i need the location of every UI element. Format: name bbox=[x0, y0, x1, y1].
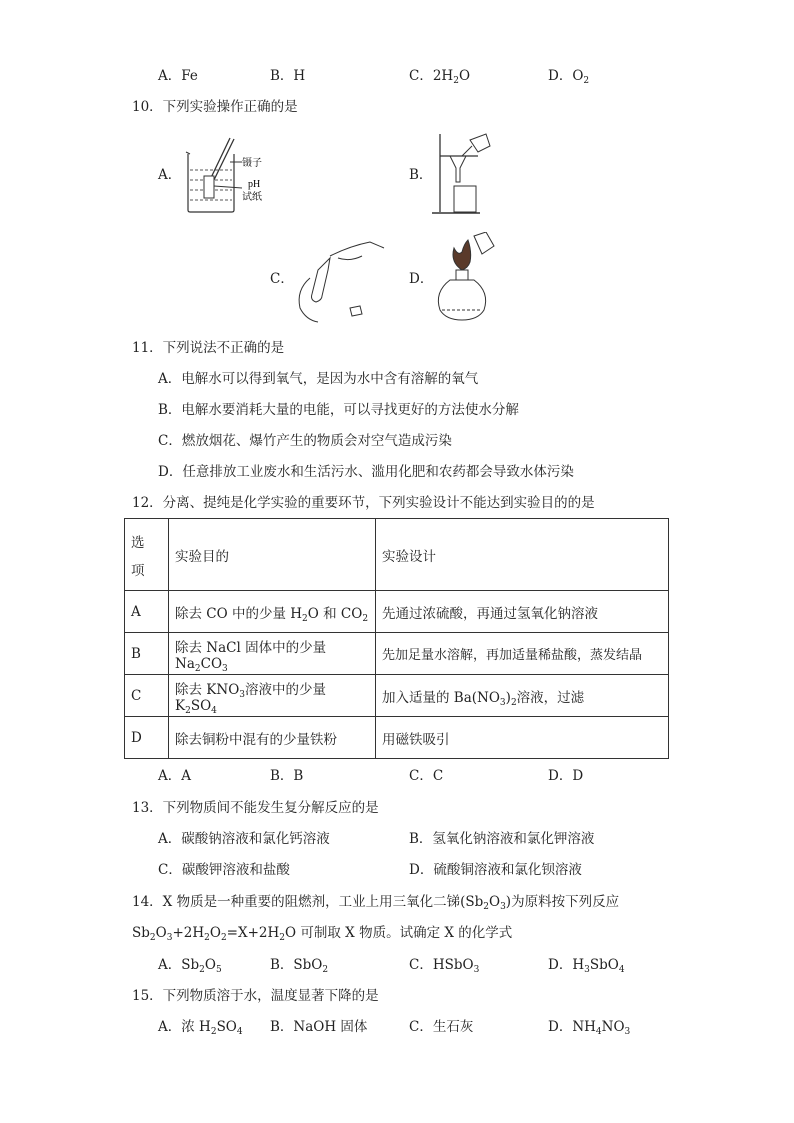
q10-label-b: B． bbox=[409, 167, 433, 183]
header-purpose: 实验目的 bbox=[169, 519, 376, 591]
q15-option-a: A．浓 $H_2SO_4$ bbox=[158, 1019, 243, 1037]
tweezers-label: 镊子 bbox=[242, 158, 262, 169]
q14-stem-line2: $Sb_2O_3+2H_2O_2=X+2H_2O$ 可制取 X 物质。试确定 X 的化学式 bbox=[132, 925, 513, 943]
table-row bbox=[125, 633, 669, 675]
solid-addition-figure bbox=[290, 236, 390, 326]
q12-table bbox=[124, 518, 669, 759]
row-design: 用磁铁吸引 bbox=[376, 717, 669, 759]
q9-option-d: D．$O_2$ bbox=[548, 68, 590, 86]
q12-stem: 12．分离、提纯是化学实验的重要环节，下列实验设计不能达到实验目的的是 bbox=[132, 495, 595, 511]
row-purpose: 除去 CO 中的少量 $H_2O$ 和 $CO_2$ bbox=[169, 591, 376, 633]
row-design: 加入适量的 $Ba(NO_3)_2$溶液，过滤 bbox=[376, 675, 669, 717]
q12-answer-a: A．A bbox=[158, 768, 191, 784]
q15-option-d: D．$NH_4NO_3$ bbox=[548, 1019, 631, 1037]
q13-option-c: C．碳酸钾溶液和盐酸 bbox=[158, 862, 290, 878]
q11-option-b: B．电解水要消耗大量的电能，可以寻找更好的方法使水分解 bbox=[158, 402, 519, 418]
q14-option-d: D．$H_3SbO_4$ bbox=[548, 957, 625, 975]
header-design: 实验设计 bbox=[376, 519, 669, 591]
q9-option-b: B．H bbox=[270, 68, 306, 84]
q11-option-c: C．燃放烟花、爆竹产生的物质会对空气造成污染 bbox=[158, 433, 452, 449]
row-design: 先加足量水溶解，再加适量稀盐酸，蒸发结晶 bbox=[376, 633, 669, 675]
table-row bbox=[125, 717, 669, 759]
q14-stem-line1: 14．X 物质是一种重要的阻燃剂，工业上用三氧化二锑$(Sb_2O_3)$为原料按下列反应 bbox=[132, 894, 620, 912]
q10-stem: 10．下列实验操作正确的是 bbox=[132, 99, 298, 115]
q11-option-a: A．电解水可以得到氧气，是因为水中含有溶解的氧气 bbox=[158, 371, 479, 387]
table-row bbox=[125, 591, 669, 633]
q15-option-b: B．NaOH 固体 bbox=[270, 1019, 368, 1035]
q11-stem: 11．下列说法不正确的是 bbox=[132, 340, 285, 356]
q12-answer-d: D．D bbox=[548, 768, 584, 784]
filtration-figure bbox=[430, 130, 495, 218]
q9-option-a: A．Fe bbox=[158, 68, 198, 84]
q15-option-c: C．生石灰 bbox=[409, 1019, 474, 1035]
row-design: 先通过浓硫酸，再通过氢氧化钠溶液 bbox=[376, 591, 669, 633]
q10-label-a: A． bbox=[158, 167, 182, 183]
q9-option-c: C．$2H_2O$ bbox=[409, 68, 471, 86]
q13-option-d: D．硫酸铜溶液和氯化钡溶液 bbox=[409, 862, 582, 878]
ph-test-figure bbox=[180, 136, 275, 216]
row-purpose: 除去 NaCl 固体中的少量 $Na_2CO_3$ bbox=[169, 633, 376, 675]
table-row bbox=[125, 675, 669, 717]
q15-stem: 15．下列物质溶于水，温度显著下降的是 bbox=[132, 988, 379, 1004]
q13-stem: 13．下列物质间不能发生复分解反应的是 bbox=[132, 800, 379, 816]
q10-label-c: C． bbox=[270, 271, 294, 287]
row-option: B bbox=[125, 633, 169, 675]
q14-option-b: B．SbO$_2$ bbox=[270, 957, 329, 975]
row-purpose: 除去 $KNO_3$溶液中的少量 $K_2SO_4$ bbox=[169, 675, 376, 717]
q12-answer-c: C．C bbox=[409, 768, 444, 784]
row-option: D bbox=[125, 717, 169, 759]
alcohol-lamp-figure bbox=[428, 232, 498, 324]
table-header-row bbox=[125, 519, 669, 591]
q11-option-d: D．任意排放工业废水和生活污水、滥用化肥和农药都会导致水体污染 bbox=[158, 464, 574, 480]
ph-label: pH bbox=[248, 179, 261, 190]
q13-option-a: A．碳酸钠溶液和氯化钙溶液 bbox=[158, 831, 330, 847]
q13-option-b: B．氢氧化钠溶液和氯化钾溶液 bbox=[409, 831, 595, 847]
q14-option-a: A．$Sb_2O_5$ bbox=[158, 957, 222, 975]
header-option: 选 项 bbox=[125, 519, 169, 591]
test-paper-label: 试纸 bbox=[242, 192, 262, 203]
q12-answer-b: B．B bbox=[270, 768, 304, 784]
q14-option-c: C．HSbO$_3$ bbox=[409, 957, 480, 975]
row-purpose: 除去铜粉中混有的少量铁粉 bbox=[169, 717, 376, 759]
q10-label-d: D． bbox=[409, 271, 434, 287]
row-option: C bbox=[125, 675, 169, 717]
row-option: A bbox=[125, 591, 169, 633]
